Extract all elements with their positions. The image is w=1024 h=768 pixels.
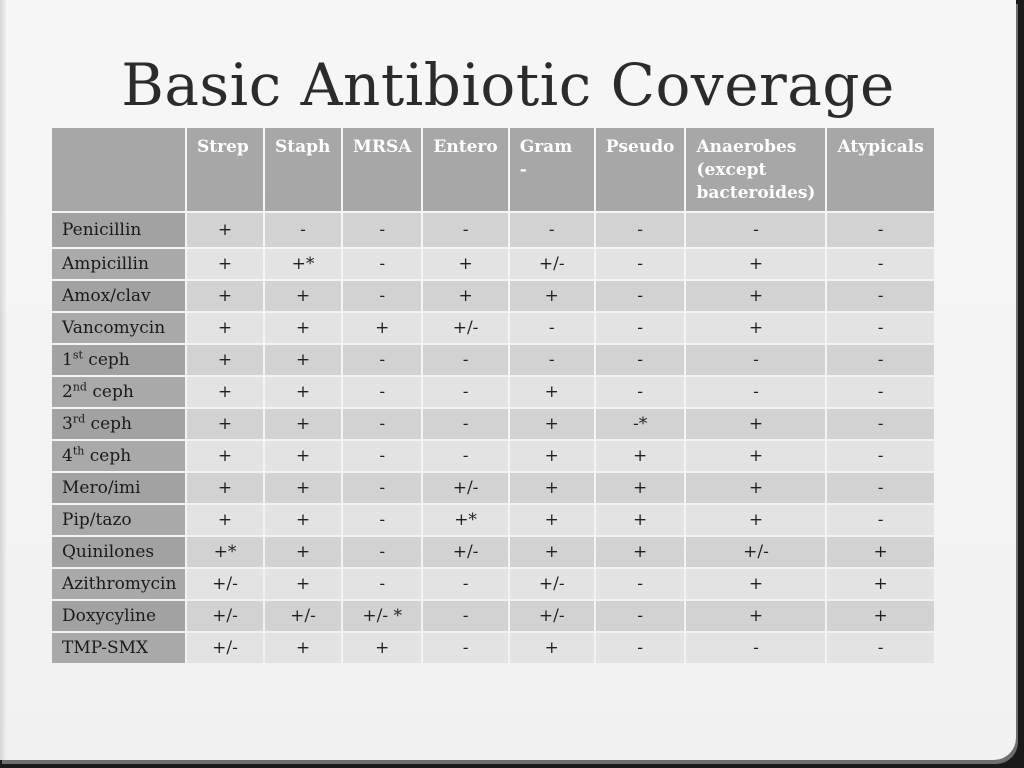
cell-atypicals: -: [827, 213, 933, 247]
cell-gram-negative: +: [510, 633, 594, 663]
row-header-1st-ceph: [52, 345, 185, 375]
table-row: [52, 345, 934, 375]
cell-gram-negative: -: [510, 213, 594, 247]
table-row: [52, 281, 934, 311]
cell-staph: +: [265, 377, 341, 407]
table-row: [52, 473, 934, 503]
cell-pseudo: +: [596, 473, 685, 503]
cell-mrsa: -: [343, 441, 421, 471]
ceph-label: ceph: [85, 414, 132, 434]
cell-mrsa: -: [343, 213, 421, 247]
cell-strep: +: [187, 409, 263, 439]
cell-staph: +: [265, 345, 341, 375]
coverage-table: [50, 126, 936, 665]
row-header-ampicillin: Ampicillin: [52, 249, 185, 279]
cell-staph: +: [265, 537, 341, 567]
row-header-mero-imi: Mero/imi: [52, 473, 185, 503]
cell-staph: -: [265, 213, 341, 247]
cell-anaerobes: +: [686, 473, 825, 503]
cell-entero: +/-: [423, 313, 507, 343]
cell-atypicals: -: [827, 633, 933, 663]
cell-atypicals: -: [827, 505, 933, 535]
cell-entero: +: [423, 249, 507, 279]
ceph-generation-number: 2: [62, 382, 73, 402]
cell-atypicals: -: [827, 377, 933, 407]
row-header-doxycyline: Doxycyline: [52, 601, 185, 631]
row-header-vancomycin: Vancomycin: [52, 313, 185, 343]
cell-mrsa: -: [343, 377, 421, 407]
table-row: [52, 409, 934, 439]
cell-mrsa: -: [343, 409, 421, 439]
cell-staph: +*: [265, 249, 341, 279]
cell-entero: -: [423, 633, 507, 663]
cell-pseudo: -: [596, 601, 685, 631]
ceph-generation-number: 4: [62, 446, 73, 466]
cell-gram-negative: +: [510, 473, 594, 503]
cell-staph: +: [265, 313, 341, 343]
cell-strep: +/-: [187, 633, 263, 663]
col-header-staph: Staph: [265, 128, 341, 211]
cell-gram-negative: +: [510, 377, 594, 407]
cell-mrsa: -: [343, 505, 421, 535]
cell-entero: -: [423, 345, 507, 375]
col-header-gram-negative: Gram -: [510, 128, 594, 211]
cell-gram-negative: +/-: [510, 601, 594, 631]
corner-cell: [52, 128, 185, 211]
col-header-mrsa: MRSA: [343, 128, 421, 211]
cell-anaerobes: +: [686, 569, 825, 599]
cell-anaerobes: +: [686, 601, 825, 631]
cell-mrsa: +/- *: [343, 601, 421, 631]
row-header-4th-ceph: [52, 441, 185, 471]
table-row: [52, 313, 934, 343]
cell-mrsa: -: [343, 537, 421, 567]
cell-anaerobes: -: [686, 377, 825, 407]
row-header-2nd-ceph: [52, 377, 185, 407]
row-header-quinilones: Quinilones: [52, 537, 185, 567]
cell-staph: +: [265, 281, 341, 311]
cell-strep: +: [187, 249, 263, 279]
cell-gram-negative: +: [510, 441, 594, 471]
cell-atypicals: +: [827, 569, 933, 599]
cell-anaerobes: -: [686, 213, 825, 247]
ordinal-suffix: nd: [72, 380, 87, 394]
row-header-tmp-smx: TMP-SMX: [52, 633, 185, 663]
cell-mrsa: +: [343, 633, 421, 663]
cell-entero: +/-: [423, 473, 507, 503]
ordinal-suffix: rd: [72, 412, 86, 426]
row-header-amox-clav: Amox/clav: [52, 281, 185, 311]
cell-gram-negative: +: [510, 409, 594, 439]
cell-strep: +: [187, 473, 263, 503]
ordinal-suffix: th: [72, 444, 85, 458]
cell-gram-negative: -: [510, 313, 594, 343]
table-row: [52, 249, 934, 279]
table-row: [52, 441, 934, 471]
cell-entero: -: [423, 409, 507, 439]
cell-atypicals: -: [827, 441, 933, 471]
cell-atypicals: -: [827, 409, 933, 439]
cell-mrsa: +: [343, 313, 421, 343]
ordinal-suffix: st: [72, 348, 83, 362]
cell-mrsa: -: [343, 569, 421, 599]
cell-strep: +: [187, 345, 263, 375]
cell-strep: +: [187, 377, 263, 407]
cell-strep: +*: [187, 537, 263, 567]
cell-atypicals: -: [827, 249, 933, 279]
cell-entero: +*: [423, 505, 507, 535]
cell-staph: +: [265, 569, 341, 599]
col-header-atypicals: Atypicals: [827, 128, 933, 211]
cell-pseudo: -: [596, 249, 685, 279]
cell-strep: +: [187, 313, 263, 343]
col-header-anaerobes: Anaerobes (except bacteroides): [686, 128, 825, 211]
ceph-generation-number: 1: [62, 350, 73, 370]
cell-mrsa: -: [343, 281, 421, 311]
cell-strep: +: [187, 441, 263, 471]
table-row: [52, 213, 934, 247]
cell-strep: +: [187, 213, 263, 247]
cell-gram-negative: +/-: [510, 249, 594, 279]
slide-title: Basic Antibiotic Coverage: [121, 51, 895, 119]
cell-anaerobes: -: [686, 345, 825, 375]
cell-pseudo: -: [596, 213, 685, 247]
cell-gram-negative: +: [510, 505, 594, 535]
ceph-label: ceph: [86, 382, 134, 402]
cell-staph: +: [265, 633, 341, 663]
cell-staph: +: [265, 441, 341, 471]
cell-entero: -: [423, 569, 507, 599]
cell-strep: +/-: [187, 569, 263, 599]
cell-staph: +: [265, 409, 341, 439]
cell-pseudo: -: [596, 633, 685, 663]
cell-pseudo: -: [596, 377, 685, 407]
cell-atypicals: -: [827, 281, 933, 311]
col-header-strep: Strep: [187, 128, 263, 211]
ceph-label: ceph: [84, 446, 132, 466]
col-header-entero: Entero: [423, 128, 507, 211]
cell-pseudo: -: [596, 345, 685, 375]
cell-atypicals: +: [827, 601, 933, 631]
cell-strep: +: [187, 281, 263, 311]
table-row: [52, 505, 934, 535]
cell-gram-negative: +/-: [510, 569, 594, 599]
cell-gram-negative: -: [510, 345, 594, 375]
cell-entero: +: [423, 281, 507, 311]
cell-anaerobes: +: [686, 249, 825, 279]
row-header-pip-tazo: Pip/tazo: [52, 505, 185, 535]
cell-pseudo: -*: [596, 409, 685, 439]
ceph-label: ceph: [82, 350, 130, 370]
cell-pseudo: -: [596, 569, 685, 599]
cell-mrsa: -: [343, 473, 421, 503]
cell-atypicals: -: [827, 313, 933, 343]
cell-pseudo: +: [596, 441, 685, 471]
cell-pseudo: +: [596, 505, 685, 535]
cell-mrsa: -: [343, 345, 421, 375]
table-row: [52, 537, 934, 567]
cell-anaerobes: +: [686, 505, 825, 535]
cell-anaerobes: +: [686, 441, 825, 471]
cell-pseudo: -: [596, 281, 685, 311]
cell-strep: +/-: [187, 601, 263, 631]
cell-entero: -: [423, 601, 507, 631]
header-row: [52, 128, 934, 211]
cell-staph: +/-: [265, 601, 341, 631]
table-row: [52, 569, 934, 599]
cell-anaerobes: +: [686, 281, 825, 311]
cell-anaerobes: +: [686, 313, 825, 343]
row-header-penicillin: Penicillin: [52, 213, 185, 247]
cell-gram-negative: +: [510, 281, 594, 311]
cell-mrsa: -: [343, 249, 421, 279]
cell-entero: +/-: [423, 537, 507, 567]
cell-pseudo: -: [596, 313, 685, 343]
cell-entero: -: [423, 213, 507, 247]
cell-pseudo: +: [596, 537, 685, 567]
cell-staph: +: [265, 505, 341, 535]
row-header-azithromycin: Azithromycin: [52, 569, 185, 599]
table-row: [52, 377, 934, 407]
cell-entero: -: [423, 441, 507, 471]
cell-gram-negative: +: [510, 537, 594, 567]
table-row: [52, 633, 934, 663]
cell-anaerobes: +/-: [686, 537, 825, 567]
cell-entero: -: [423, 377, 507, 407]
col-header-pseudo: Pseudo: [596, 128, 685, 211]
cell-atypicals: +: [827, 537, 933, 567]
ceph-generation-number: 3: [62, 414, 73, 434]
cell-strep: +: [187, 505, 263, 535]
cell-anaerobes: +: [686, 409, 825, 439]
cell-staph: +: [265, 473, 341, 503]
cell-atypicals: -: [827, 345, 933, 375]
table-row: [52, 601, 934, 631]
row-header-3rd-ceph: [52, 409, 185, 439]
cell-atypicals: -: [827, 473, 933, 503]
cell-anaerobes: -: [686, 633, 825, 663]
